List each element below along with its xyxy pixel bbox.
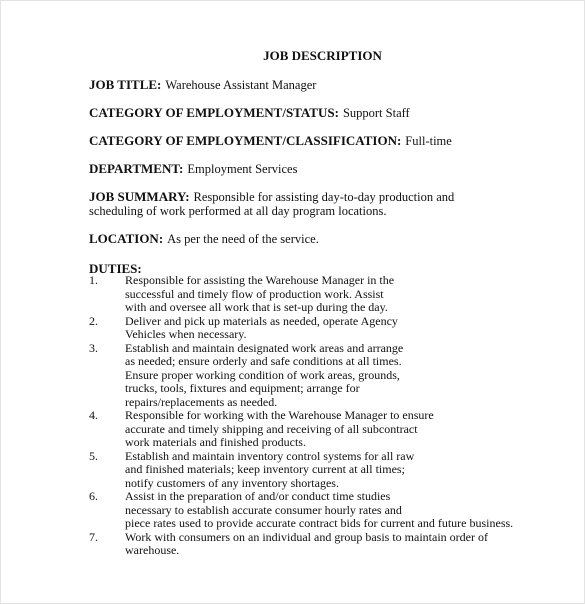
duty-text: Work with consumers on an individual and group basis to maintain order of warehouse. — [125, 529, 488, 557]
field-value: As per the need of the service. — [167, 232, 319, 246]
field-label: LOCATION: — [89, 231, 164, 246]
field-value: Employment Services — [187, 162, 298, 176]
field-value: Support Staff — [342, 106, 410, 120]
document-title: JOB DESCRIPTION — [263, 48, 382, 63]
list-item — [89, 409, 539, 450]
duty-text: Responsible for working with the Warehouse Manager to ensure accurate and timely shipping and receiving of all subcontract work materials and finished products. — [125, 408, 434, 449]
list-item — [89, 274, 539, 315]
field-job-title — [89, 78, 529, 92]
duty-number: 7. — [89, 529, 98, 544]
field-label: JOB SUMMARY: — [89, 189, 190, 204]
duty-number: 3. — [89, 340, 98, 355]
field-label: JOB TITLE: — [89, 77, 162, 92]
field-department — [89, 162, 529, 176]
field-job-summary — [89, 190, 509, 218]
field-value: Warehouse Assistant Manager — [165, 78, 317, 92]
field-label: DEPARTMENT: — [89, 161, 184, 176]
field-employment-classification — [89, 134, 529, 148]
duty-text: Assist in the preparation of and/or conduct time studies necessary to establish accurate consumer hourly rates and piece rates used to provide accurate contract bids for current and future business. — [125, 489, 514, 530]
duty-text: Deliver and pick up materials as needed, operate Agency Vehicles when necessary. — [125, 313, 398, 341]
duties-heading: DUTIES: — [89, 261, 142, 276]
duty-number: 2. — [89, 313, 98, 328]
field-label: CATEGORY OF EMPLOYMENT/STATUS: — [89, 105, 339, 120]
duty-number: 6. — [89, 489, 98, 503]
duty-number: 1. — [89, 273, 98, 287]
list-item — [89, 490, 539, 531]
field-value: Full-time — [405, 134, 452, 148]
duties-list — [89, 274, 539, 558]
list-item — [89, 450, 539, 491]
field-label: CATEGORY OF EMPLOYMENT/CLASSIFICATION: — [89, 133, 402, 148]
field-location — [89, 232, 529, 246]
list-item — [89, 315, 539, 342]
list-item — [89, 342, 539, 410]
duty-number: 5. — [89, 448, 98, 463]
field-employment-status — [89, 106, 529, 120]
duty-text: Establish and maintain inventory control systems for all raw and finished materials; keep inventory current at all times; notify customers of any inventory shortages. — [125, 448, 415, 490]
duty-text: Responsible for assisting the Warehouse Manager in the successful and timely flow of production work. Assist with and oversee all work that is set-up during the day. — [125, 273, 395, 314]
field-value: Responsible for assisting day-to-day production and scheduling of work performed at all day program locations. — [89, 190, 455, 218]
list-item — [89, 531, 539, 558]
duty-text: Establish and maintain designated work areas and arrange as needed; ensure orderly and safe conditions at all times. Ensure proper working condition of work areas, grounds, trucks, tools, fixtures and equipment; arrange for repairs/replacements as needed. — [125, 340, 404, 409]
duty-number: 4. — [89, 408, 98, 422]
